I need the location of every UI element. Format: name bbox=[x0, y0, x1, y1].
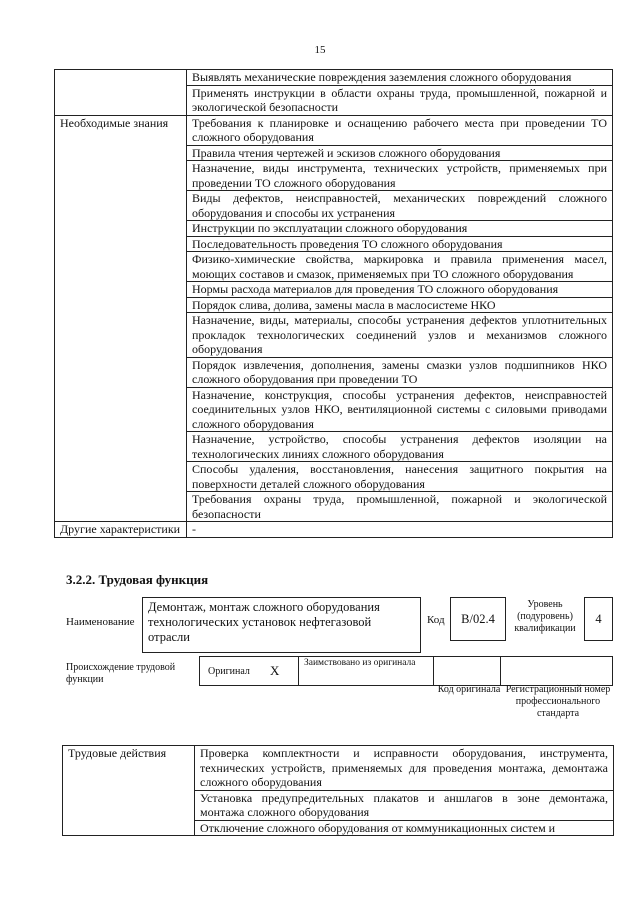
knowledge-item: Порядок извлечения, дополнения, замены смазки узлов подшипников НКО сложного оборудования при проведении ТО bbox=[187, 357, 613, 387]
origin-boxes bbox=[199, 656, 613, 686]
function-name-box bbox=[142, 597, 421, 653]
knowledge-item: Инструкции по эксплуатации сложного оборудования bbox=[187, 221, 613, 237]
knowledge-table bbox=[54, 69, 613, 538]
divider bbox=[433, 657, 434, 685]
knowledge-item: Назначение, устройство, способы устранения дефектов изоляции на технологических линиях сложного оборудования bbox=[187, 432, 613, 462]
table-row bbox=[63, 746, 614, 791]
knowledge-item: Назначение, конструкция, способы устранения дефектов, неисправностей соединительных узлов НКО, вентиляционной системы с силовыми приводами сложного оборудования bbox=[187, 387, 613, 432]
name-label: Наименование bbox=[66, 616, 135, 628]
knowledge-item: Способы удаления, восстановления, нанесения защитного покрытия на поверхности деталей сложного оборудования bbox=[187, 462, 613, 492]
code-box bbox=[450, 597, 506, 641]
table-row bbox=[55, 522, 613, 538]
code-label: Код bbox=[427, 614, 445, 626]
level-label: Уровень (подуровень) квалификации bbox=[514, 599, 576, 634]
action-item: Отключение сложного оборудования от коммуникационных систем и bbox=[195, 820, 614, 836]
table-row bbox=[55, 115, 613, 145]
divider bbox=[298, 657, 299, 685]
knowledge-item: Нормы расхода материалов для проведения ТО сложного оборудования bbox=[187, 282, 613, 298]
knowledge-item: Требования охраны труда, промышленной, пожарной и экологической безопасности bbox=[187, 492, 613, 522]
actions-table bbox=[62, 745, 614, 836]
reg-caption: Регистрационный номер профессионального стандарта bbox=[505, 684, 611, 719]
original-label: Оригинал bbox=[208, 666, 250, 677]
original-mark: X bbox=[270, 663, 280, 678]
action-item: Проверка комплектности и исправности оборудования, инструмента, технических устройств, применяемых для проведения монтажа, демонтажа сложного оборудования bbox=[195, 746, 614, 791]
knowledge-item: Порядок слива, долива, замены масла в маслосистеме НКО bbox=[187, 297, 613, 313]
knowledge-item: Назначение, виды инструмента, технических устройств, применяемых при проведении ТО сложного оборудования bbox=[187, 161, 613, 191]
skill-item: Выявлять механические повреждения заземления сложного оборудования bbox=[187, 70, 613, 86]
knowledge-item: Правила чтения чертежей и эскизов сложного оборудования bbox=[187, 145, 613, 161]
other-value: - bbox=[187, 522, 613, 538]
table-row bbox=[55, 70, 613, 86]
knowledge-item: Физико-химические свойства, маркировка и правила применения масел, моющих составов и смазок, применяемых при ТО сложного оборудования bbox=[187, 252, 613, 282]
section-title: 3.2.2. Трудовая функция bbox=[66, 572, 209, 587]
other-label: Другие характеристики bbox=[55, 522, 187, 538]
action-item: Установка предупредительных плакатов и аншлагов в зоне демонтажа, монтажа сложного оборудования bbox=[195, 790, 614, 820]
divider bbox=[500, 657, 501, 685]
origin-label: Происхождение трудовой функции bbox=[66, 662, 176, 685]
knowledge-item: Назначение, виды, материалы, способы устранения дефектов уплотнительных прокладок технологических соединений узлов и механизмов сложного оборудования bbox=[187, 313, 613, 358]
actions-label: Трудовые действия bbox=[63, 746, 195, 836]
code-caption: Код оригинала bbox=[437, 684, 501, 695]
empty-label-cell bbox=[55, 70, 187, 116]
knowledge-item: Требования к планировке и оснащению рабочего места при проведении ТО сложного оборудования bbox=[187, 115, 613, 145]
page-number: 15 bbox=[314, 44, 326, 56]
knowledge-item: Последовательность проведения ТО сложного оборудования bbox=[187, 236, 613, 252]
level-box bbox=[584, 597, 613, 641]
borrowed-label: Заимствовано из оригинала bbox=[304, 658, 416, 668]
knowledge-label: Необходимые знания bbox=[55, 115, 187, 522]
function-name-value: Демонтаж, монтаж сложного оборудования технологических установок нефтегазовой отрасли bbox=[148, 600, 380, 644]
level-value: 4 bbox=[595, 612, 602, 626]
code-value: B/02.4 bbox=[461, 612, 495, 626]
skill-item: Применять инструкции в области охраны труда, промышленной, пожарной и экологической безопасности bbox=[187, 85, 613, 115]
knowledge-item: Виды дефектов, неисправностей, механических повреждений сложного оборудования и способы их устранения bbox=[187, 191, 613, 221]
